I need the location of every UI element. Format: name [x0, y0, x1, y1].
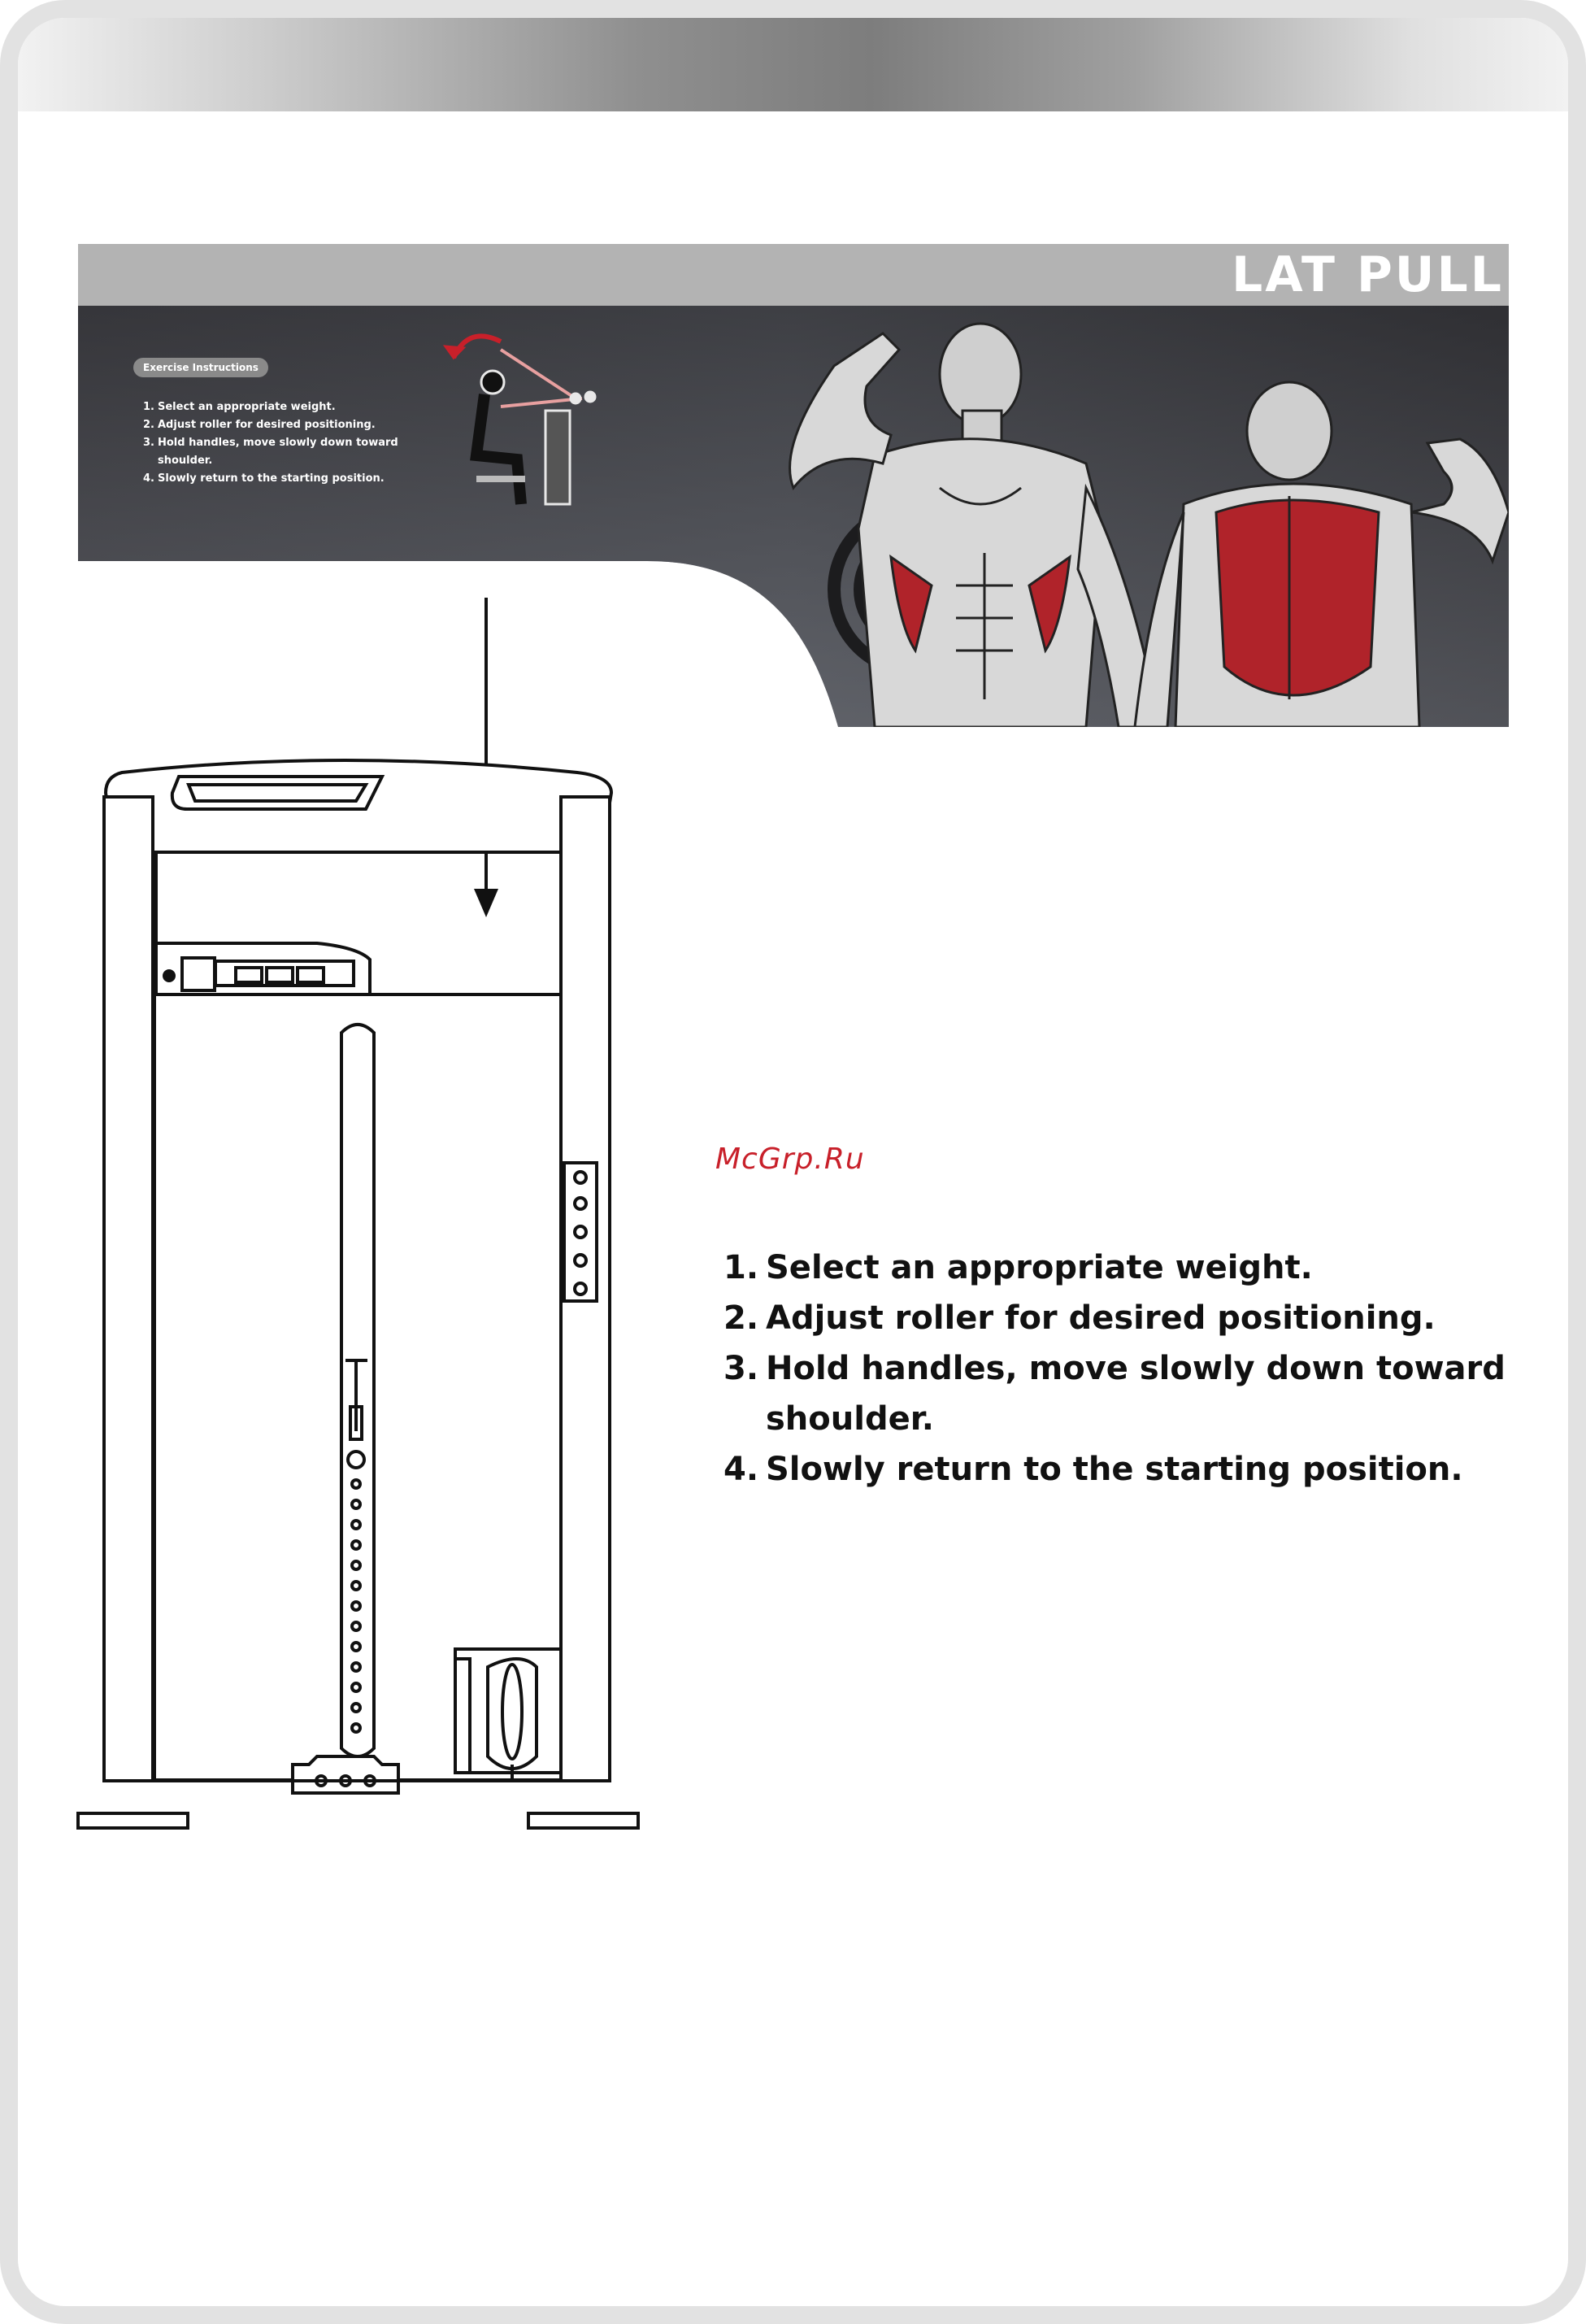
step-text: Adjust roller for desired positioning. — [766, 1299, 1436, 1337]
step-number: 4. — [143, 472, 154, 485]
step-text: Hold handles, move slowly down toward shoulder. — [766, 1350, 1506, 1438]
instruction-step — [723, 1243, 1536, 1293]
step-number: 2. — [723, 1299, 759, 1337]
top-gradient-band — [18, 18, 1568, 111]
instruction-step — [723, 1444, 1536, 1495]
placard-instructions — [143, 398, 419, 488]
step-number: 1. — [723, 1249, 759, 1286]
step-text: Hold handles, move slowly down toward shoulder. — [158, 437, 398, 467]
lat-pull-machine-illustration — [73, 594, 650, 1830]
step-number: 2. — [143, 419, 154, 431]
instructions-badge: Exercise Instructions — [133, 358, 268, 377]
step-number: 3. — [143, 437, 154, 449]
step-text: Adjust roller for desired positioning. — [158, 419, 376, 431]
placard-step — [143, 434, 419, 470]
step-text: Select an appropriate weight. — [158, 401, 336, 413]
placard-title: LAT PULL — [1232, 246, 1504, 303]
step-number: 3. — [723, 1350, 759, 1387]
placard-step — [143, 416, 419, 434]
step-text: Slowly return to the starting position. — [766, 1451, 1463, 1488]
step-text: Slowly return to the starting position. — [158, 472, 385, 485]
step-number: 4. — [723, 1451, 759, 1488]
step-text: Select an appropriate weight. — [766, 1249, 1313, 1286]
step-number: 1. — [143, 401, 154, 413]
placard-step — [143, 470, 419, 488]
instruction-steps — [723, 1243, 1536, 1495]
instruction-step — [723, 1343, 1536, 1444]
watermark-text: McGrp.Ru — [715, 1142, 865, 1176]
placard-step — [143, 398, 419, 416]
instruction-step — [723, 1293, 1536, 1343]
